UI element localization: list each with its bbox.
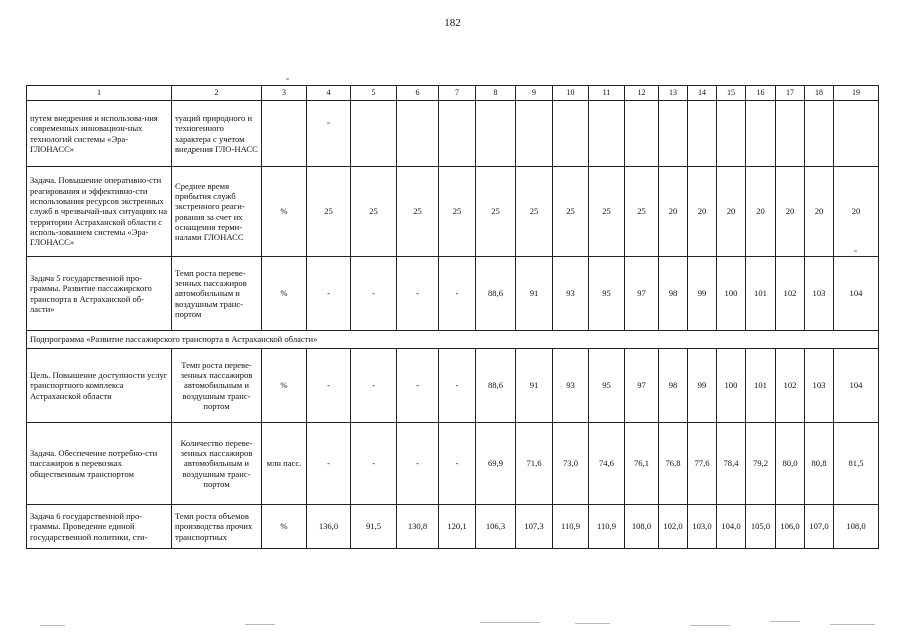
value-cell: 104,0 [717,505,746,549]
indicator-name-cell: Среднее время прибытия служб экстренного реаги-рования за счет их оснащения терми-налами ГЛОНАСС [172,167,262,257]
column-header-4: 4 [307,86,351,101]
value-cell: 98 [659,257,688,331]
value-cell [439,101,476,167]
value-cell: 104 [834,257,879,331]
value-cell [553,101,589,167]
value-cell: 20 [659,167,688,257]
scan-artifact [854,250,857,252]
value-cell: 25 [307,167,351,257]
value-cell: 106,3 [476,505,516,549]
unit-cell [262,101,307,167]
value-cell: 100 [717,257,746,331]
value-cell: - [397,257,439,331]
value-cell: 20 [746,167,776,257]
value-cell: 69,9 [476,423,516,505]
value-cell: 100 [717,349,746,423]
value-cell: 107,0 [805,505,834,549]
value-cell [516,101,553,167]
goal-text-cell: Задача. Обеспечение потребно-сти пассажиров в перевозках общественным транспортом [27,423,172,505]
indicator-name-cell: Темп роста переве-зенных пассажиров автомобильным и воздушным транс-портом [172,257,262,331]
value-cell [746,101,776,167]
column-header-11: 11 [589,86,625,101]
value-cell: 106,0 [776,505,805,549]
unit-cell: млн пасс. [262,423,307,505]
value-cell: 88,6 [476,257,516,331]
value-cell: 25 [351,167,397,257]
value-cell: 104 [834,349,879,423]
subprogram-row [27,331,879,349]
value-cell: 20 [776,167,805,257]
value-cell [307,101,351,167]
goal-text-cell: Задача 6 государственной про-граммы. Проведение единой государственной политики, сти- [27,505,172,549]
value-cell: 25 [625,167,659,257]
value-cell: - [351,257,397,331]
value-cell: 101 [746,257,776,331]
value-cell: 95 [589,349,625,423]
value-cell [805,101,834,167]
scan-artifact [327,122,330,124]
value-cell: 93 [553,349,589,423]
value-cell: - [439,423,476,505]
value-cell [717,101,746,167]
value-cell: 107,3 [516,505,553,549]
value-cell [625,101,659,167]
value-cell [776,101,805,167]
value-cell: 105,0 [746,505,776,549]
value-cell: 102,0 [659,505,688,549]
value-cell: 130,8 [397,505,439,549]
value-cell: 80,8 [805,423,834,505]
value-cell: 71,6 [516,423,553,505]
value-cell: - [351,423,397,505]
value-cell: 25 [397,167,439,257]
value-cell: - [307,349,351,423]
table-row [27,423,879,505]
table-row [27,167,879,257]
column-header-1: 1 [27,86,172,101]
value-cell: 101 [746,349,776,423]
value-cell [351,101,397,167]
unit-cell: % [262,349,307,423]
column-header-14: 14 [688,86,717,101]
value-cell: 93 [553,257,589,331]
value-cell: 25 [516,167,553,257]
page-number: 182 [444,17,461,29]
scan-artifact [770,621,800,622]
value-cell: 25 [439,167,476,257]
value-cell: 97 [625,349,659,423]
value-cell: 97 [625,257,659,331]
value-cell: 20 [834,167,879,257]
value-cell: - [307,423,351,505]
column-header-13: 13 [659,86,688,101]
value-cell: 102 [776,257,805,331]
column-header-7: 7 [439,86,476,101]
value-cell [688,101,717,167]
value-cell [397,101,439,167]
value-cell: 136,0 [307,505,351,549]
table-row [27,257,879,331]
indicator-name-cell: Темп роста объемов производства прочих транспортных [172,505,262,549]
value-cell: 91 [516,257,553,331]
table-row [27,349,879,423]
column-header-10: 10 [553,86,589,101]
value-cell: 110,9 [589,505,625,549]
value-cell: 88,6 [476,349,516,423]
value-cell: - [397,349,439,423]
value-cell: - [307,257,351,331]
column-header-18: 18 [805,86,834,101]
unit-cell: % [262,505,307,549]
goal-text-cell: Задача. Повышение оперативно-сти реагирования и эффективно-сти использования ресурсов экстренных служб в чрезвычай-ных ситуациях на территории Астраханской области с исполь-зованием системы «Эра-ГЛОНАСС» [27,167,172,257]
value-cell: - [439,257,476,331]
value-cell: 73,0 [553,423,589,505]
value-cell: 76,8 [659,423,688,505]
table-row [27,101,879,167]
indicator-name-cell: Количество переве-зенных пассажиров автомобильным и воздушным транс-портом [172,423,262,505]
value-cell: 120,1 [439,505,476,549]
scan-artifact [690,625,730,626]
value-cell: 25 [553,167,589,257]
column-header-2: 2 [172,86,262,101]
value-cell: 25 [589,167,625,257]
value-cell [834,101,879,167]
value-cell: 25 [476,167,516,257]
value-cell: 110,9 [553,505,589,549]
value-cell: 20 [688,167,717,257]
table-row [27,505,879,549]
value-cell: 99 [688,257,717,331]
goal-text-cell: Цель. Повышение доступности услуг транспортного комплекса Астраханской области [27,349,172,423]
goal-text-cell: путем внедрения и использова-ния современных инновацион-ных технологий системы «Эра-ГЛОНАСС» [27,101,172,167]
value-cell: 99 [688,349,717,423]
value-cell: 78,4 [717,423,746,505]
value-cell: 91,5 [351,505,397,549]
scan-artifact [480,622,540,623]
column-header-row [27,86,879,101]
value-cell: 102 [776,349,805,423]
indicator-name-cell: туаций природного и техногенного характера с учетом внедрения ГЛО-НАСС [172,101,262,167]
subprogram-title: Подпрограмма «Развитие пассажирского транспорта в Астраханской области» [27,331,879,349]
value-cell: 79,2 [746,423,776,505]
column-header-9: 9 [516,86,553,101]
value-cell: - [351,349,397,423]
column-header-3: 3 [262,86,307,101]
value-cell: 103,0 [688,505,717,549]
scan-artifact [575,623,610,624]
value-cell: 20 [805,167,834,257]
value-cell: 76,1 [625,423,659,505]
column-header-8: 8 [476,86,516,101]
value-cell: - [439,349,476,423]
value-cell: 103 [805,349,834,423]
column-header-16: 16 [746,86,776,101]
value-cell: 81,5 [834,423,879,505]
value-cell: 108,0 [834,505,879,549]
value-cell: 80,0 [776,423,805,505]
scan-artifact [245,624,275,625]
indicator-table [26,85,879,549]
indicator-name-cell: Темп роста переве-зенных пассажиров автомобильным и воздушным транс-портом [172,349,262,423]
value-cell [589,101,625,167]
value-cell: 98 [659,349,688,423]
value-cell [659,101,688,167]
value-cell: 77,6 [688,423,717,505]
column-header-6: 6 [397,86,439,101]
column-header-17: 17 [776,86,805,101]
value-cell [476,101,516,167]
value-cell: 91 [516,349,553,423]
column-header-15: 15 [717,86,746,101]
value-cell: 20 [717,167,746,257]
goal-text-cell: Задача 5 государственной про-граммы. Развитие пассажирского транспорта в Астраханской об-ласти» [27,257,172,331]
scan-artifact [286,78,289,80]
value-cell: 103 [805,257,834,331]
unit-cell: % [262,167,307,257]
scan-artifact [40,625,65,626]
value-cell: - [397,423,439,505]
scan-artifact [830,624,875,625]
value-cell: 108,0 [625,505,659,549]
column-header-5: 5 [351,86,397,101]
column-header-19: 19 [834,86,879,101]
value-cell: 74,6 [589,423,625,505]
value-cell: 95 [589,257,625,331]
unit-cell: % [262,257,307,331]
column-header-12: 12 [625,86,659,101]
